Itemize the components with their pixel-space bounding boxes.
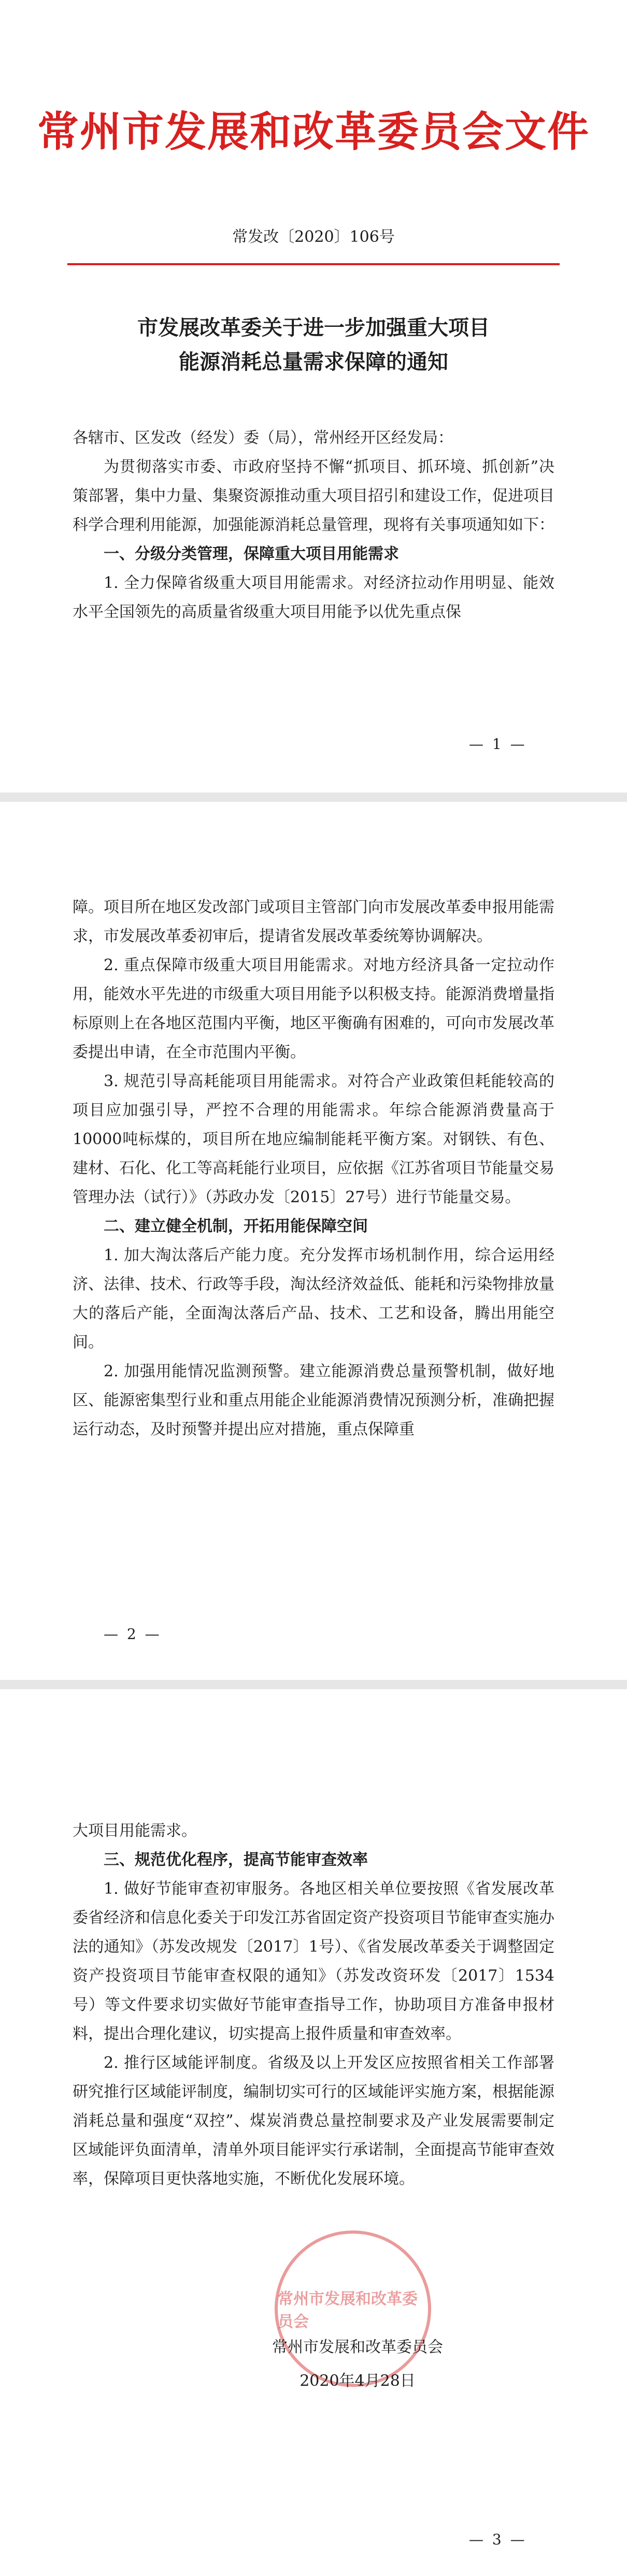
paragraph-3-2: 2. 推行区域能评制度。省级及以上开发区应按照省相关工作部署研究推行区域能评制度，编制切实可行的区域能评实施方案，根据能源消耗总量和强度“双控”、煤炭消费总量控制要求及产业发展需要制定区域能评负面清单，清单外项目能评实行承诺制，全面提高节能审查效率，保障项目更快落地实施，不断优化发展环境。 — [73, 2054, 554, 2188]
section-heading-2: 二、建立健全机制，开拓用能保障空间 — [104, 1217, 368, 1235]
page-number-1: — 1 — — [469, 736, 527, 753]
page-3-body — [73, 1817, 554, 2194]
paragraph-3-1: 1. 做好节能审查初审服务。各地区相关单位要按照《省发展改革委省经济和信息化委关于印发江苏省固定资产投资项目节能审查实施办法的通知》（苏发改规发〔2017〕1号）、《省发展改革委关于调整固定资产投资项目节能审查权限的通知》（苏发改资环发〔2017〕1534号）等文件要求切实做好节能审查指导工作，协助项目方准备申报材料，提出合理化建议，切实提高上报件质量和审查效率。 — [73, 1880, 554, 2043]
paragraph-2-2: 2. 加强用能情况监测预警。建立能源消费总量预警机制，做好地区、能源密集型行业和重点用能企业能源消费情况预测分析，准确把握运行动态，及时预警并提出应对措施，重点保障重 — [73, 1362, 554, 1438]
paragraph-1-2: 2. 重点保障市级重大项目用能需求。对地方经济具备一定拉动作用，能效水平先进的市级重大项目用能予以积极支持。能源消费增量指标原则上在各地区范围内平衡，地区平衡确有困难的，可向市发展改革委提出申请，在全市范围内平衡。 — [73, 956, 554, 1061]
issue-date: 2020年4月28日 — [300, 2372, 416, 2390]
paragraph-1-3: 3. 规范引导高耗能项目用能需求。对符合产业政策但耗能较高的项目应加强引导，严控不合理的用能需求。年综合能源消费量高于10000吨标煤的，项目所在地应编制能耗平衡方案。对钢铁、有色、建材、石化、化工等高耗能行业项目，应依据《江苏省项目节能量交易管理办法（试行）》（苏政办发〔2015〕27号）进行节能量交易。 — [73, 1072, 554, 1206]
notice-title-line-2: 能源消耗总量需求保障的通知 — [179, 350, 448, 374]
red-header-title: 常州市发展和改革委员会文件 — [37, 107, 590, 156]
red-divider-line — [67, 263, 560, 265]
paragraph-2-2-continued: 大项目用能需求。 — [73, 1822, 197, 1840]
document-number: 常发改〔2020〕106号 — [232, 228, 395, 246]
paragraph-2-1: 1. 加大淘汰落后产能力度。充分发挥市场机制作用，综合运用经济、法律、技术、行政等手段，淘汰经济效益低、能耗和污染物排放量大的落后产能，全面淘汰落后产品、技术、工艺和设备，腾出用能空间。 — [73, 1246, 554, 1351]
notice-title — [0, 311, 627, 379]
page-number-2: — 2 — — [104, 1625, 162, 1643]
intro-paragraph: 为贯彻落实市委、市政府坚持不懈“抓项目、抓环境、抓创新”决策部署，集中力量、集聚资源推动重大项目招引和建设工作，促进项目科学合理利用能源，加强能源消耗总量管理，现将有关事项通知如下： — [73, 458, 554, 534]
section-heading-1: 一、分级分类管理，保障重大项目用能需求 — [104, 545, 399, 563]
signatory: 常州市发展和改革委员会 — [272, 2338, 443, 2356]
document-page-3 — [0, 1689, 627, 2576]
paragraph-1-1: 1. 全力保障省级重大项目用能需求。对经济拉动作用明显、能效水平全国领先的高质量省级重大项目用能予以优先重点保 — [73, 574, 554, 621]
paragraph-1-1-continued: 障。项目所在地区发改部门或项目主管部门向市发展改革委申报用能需求，市发展改革委初审后，提请省发展改革委统筹协调解决。 — [73, 898, 554, 945]
page-gap — [0, 1680, 627, 1689]
page-2-body — [73, 893, 554, 1444]
page-gap — [0, 793, 627, 802]
document-page-1 — [0, 0, 627, 793]
section-heading-3: 三、规范优化程序，提高节能审查效率 — [104, 1851, 368, 1869]
page-number-3: — 3 — — [469, 2531, 527, 2548]
document-page-2 — [0, 802, 627, 1680]
addressee: 各辖市、区发改（经发）委（局），常州经开区经发局： — [73, 429, 453, 447]
page-1-body — [73, 424, 554, 627]
seal-text: 常州市发展和改革委员会 — [278, 2290, 418, 2331]
notice-title-line-1: 市发展改革委关于进一步加强重大项目 — [137, 315, 490, 340]
official-seal — [275, 2230, 431, 2387]
